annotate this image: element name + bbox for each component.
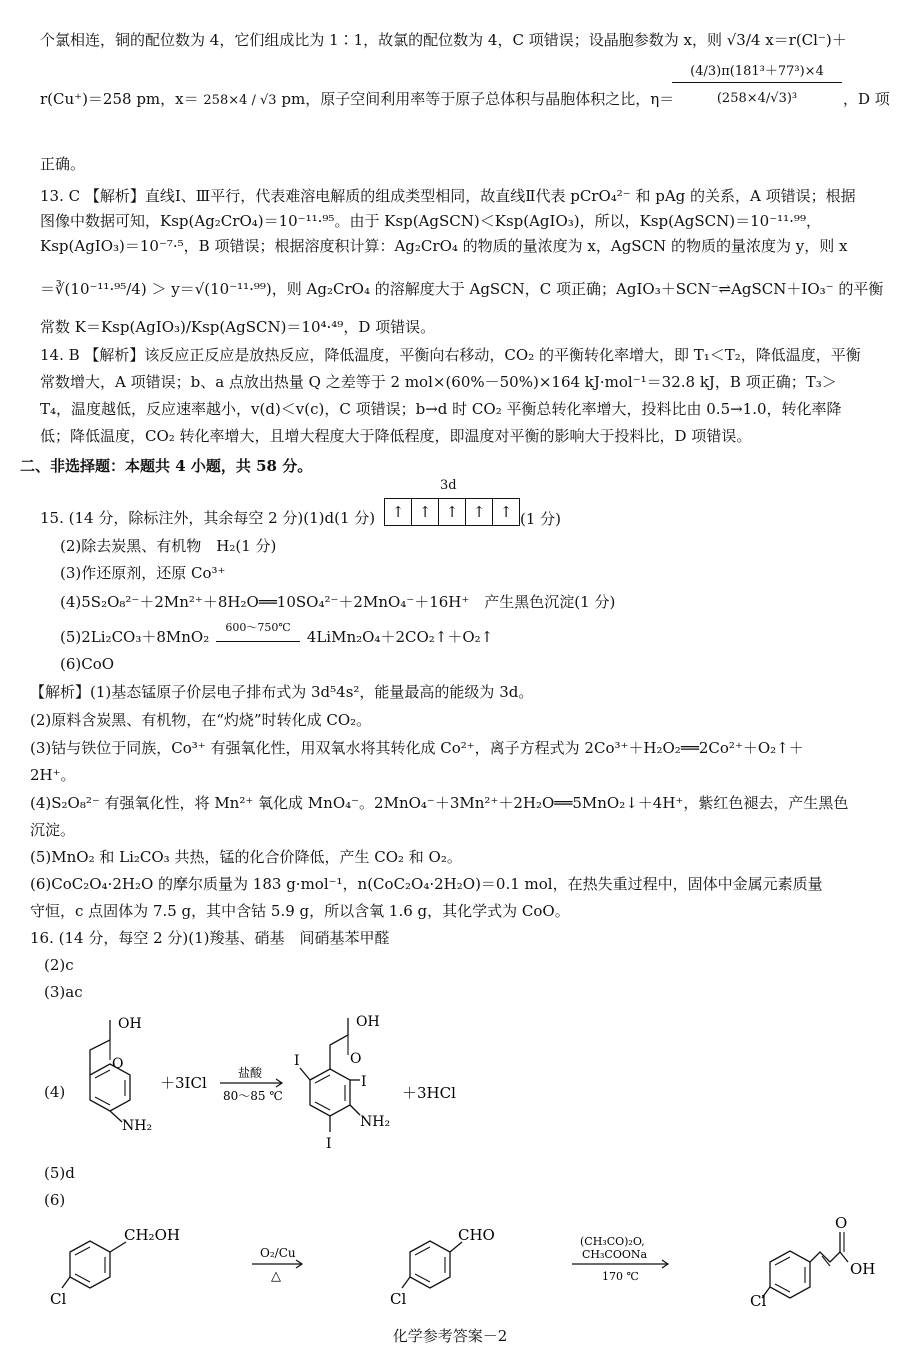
iodine-label: I xyxy=(294,1053,300,1069)
cl-label: Cl xyxy=(750,1292,767,1310)
orbital-box: ↑ xyxy=(499,503,513,521)
bond xyxy=(350,1105,360,1115)
section-heading: 二、非选择题：本题共 4 小题，共 58 分。 xyxy=(20,457,313,475)
condition-bottom: △ xyxy=(271,1269,281,1284)
condition-bottom: 170 ℃ xyxy=(602,1270,639,1283)
orbital-label: 3d xyxy=(440,478,457,493)
reaction-left: (5)2Li₂CO₃＋8MnO₂ xyxy=(60,628,210,646)
bond xyxy=(110,1111,122,1122)
q15-answer xyxy=(60,620,494,647)
q15-line: 15. (14 分，除标注外，其余每空 2 分)(1)d(1 分) xyxy=(40,509,376,527)
arrow-line xyxy=(216,641,300,642)
text-segment: r(Cu⁺)＝258 pm，x＝ xyxy=(40,90,199,108)
oh-label: OH xyxy=(850,1260,876,1278)
q15-explain: 2H⁺。 xyxy=(30,766,76,784)
text-line: 正确。 xyxy=(40,155,86,173)
q15-explain: (5)MnO₂ 和 Li₂CO₃ 共热，锰的化合价降低，产生 CO₂ 和 O₂。 xyxy=(30,848,462,866)
o-label: O xyxy=(350,1051,362,1067)
q15-answer: (2)除去炭黑、有机物 H₂(1 分) xyxy=(60,537,277,555)
q16-line: 16. (14 分，每空 2 分)(1)羧基、硝基 间硝基苯甲醛 xyxy=(30,929,390,947)
benzene-ring xyxy=(90,1064,130,1111)
q15-explain: 【解析】(1)基态锰原子价层电子排布式为 3d⁵4s²，能量最高的能级为 3d。 xyxy=(30,683,534,701)
benzene-ring xyxy=(410,1241,450,1288)
fraction-denominator: (258×4/√3)³ xyxy=(716,91,798,106)
reaction-diagram-6 xyxy=(40,1212,890,1317)
o-label: O xyxy=(112,1056,124,1072)
condition-bottom: 80～85 ℃ xyxy=(223,1089,283,1103)
fraction-eta xyxy=(672,62,842,109)
q13-line: ＝∛(10⁻¹¹·⁹⁵/4) ＞ y＝√(10⁻¹¹·⁹⁹)，则 Ag₂CrO₄ 的溶解度大于 AgSCN，C 项正确；AgIO₃＋SCN⁻⇌AgSCN＋IO₃⁻ 的平衡 xyxy=(40,280,884,298)
bond xyxy=(402,1277,410,1288)
q14-line: 14. B 【解析】该反应正反应是放热反应，降低温度，平衡向右移动，CO₂ 的平衡转化率增大，即 T₁＜T₂，降低温度，平衡 xyxy=(40,346,861,364)
orbital-box: ↑ xyxy=(385,499,412,525)
q14-line: 常数增大，A 项错误；b、a 点放出热量 Q 之差等于 2 mol×(60%－50%)×164 kJ·mol⁻¹＝32.8 kJ，B 项正确；T₃＞ xyxy=(40,373,837,391)
side-chain xyxy=(90,1020,110,1075)
q13-line: 图像中数据可知，Ksp(Ag₂CrO₄)＝10⁻¹¹·⁹⁵。由于 Ksp(AgSCN)＜Ksp(AgIO₃)，所以，Ksp(AgSCN)＝10⁻¹¹·⁹⁹， xyxy=(40,212,821,230)
fraction-numerator: (4/3)π(181³＋77³)×4 xyxy=(672,62,842,83)
orbital-diagram xyxy=(384,498,520,526)
plus-product: ＋3HCl xyxy=(402,1084,456,1102)
reaction-diagram-4 xyxy=(60,1010,500,1160)
group-label: CH₂OH xyxy=(124,1226,180,1244)
q13-line: 常数 K＝Ksp(AgIO₃)/Ksp(AgSCN)＝10⁴·⁴⁹，D 项错误。 xyxy=(40,318,436,336)
q16-answer: (3)ac xyxy=(44,983,83,1001)
reaction-condition: 600～750℃ xyxy=(225,620,291,634)
reaction-right: 4LiMn₂O₄＋2CO₂↑＋O₂↑ xyxy=(306,628,494,646)
q16-answer: (6) xyxy=(44,1191,66,1209)
q15-explain: (6)CoC₂O₄·2H₂O 的摩尔质量为 183 g·mol⁻¹，n(CoC₂O₄·2H₂O)＝0.1 mol，在热失重过程中，固体中金属元素质量 xyxy=(30,875,823,893)
orbital-box: ↑ xyxy=(466,499,493,525)
bond xyxy=(840,1252,848,1262)
q15-answer: (3)作还原剂，还原 Co³⁺ xyxy=(60,564,226,582)
q15-explain: (3)钴与铁位于同族，Co³⁺ 有强氧化性，用双氧水将其转化成 Co²⁺，离子方程式为 2Co³⁺＋H₂O₂══2Co²⁺＋O₂↑＋ xyxy=(30,739,804,757)
iodine-label: I xyxy=(361,1074,367,1090)
q16-answer: (5)d xyxy=(44,1164,75,1182)
iodine-label: I xyxy=(326,1136,332,1152)
benzene-ring xyxy=(310,1069,350,1116)
cl-label: Cl xyxy=(390,1290,407,1308)
condition-top: O₂/Cu xyxy=(260,1246,296,1260)
q14-line: T₄，温度越低，反应速率越小，v(d)＜v(c)，C 项错误；b→d 时 CO₂ 平衡总转化率增大，投料比由 0.5→1.0，转化率降 xyxy=(40,400,842,418)
fraction: 258×4 / √3 xyxy=(203,93,277,108)
q15-explain: 沉淀。 xyxy=(30,821,76,839)
q15-answer: (6)CoO xyxy=(60,655,115,673)
text-segment: (1 分) xyxy=(520,510,562,528)
q14-line: 低；降低温度，CO₂ 转化率增大，且增大程度大于降低程度，即温度对平衡的影响大于投料比，D 项错误。 xyxy=(40,427,752,445)
page-footer: 化学参考答案－2 xyxy=(392,1327,508,1345)
q15-answer: (4)5S₂O₈²⁻＋2Mn²⁺＋8H₂O══10SO₄²⁻＋2MnO₄⁻＋16H⁺ 产生黑色沉淀(1 分) xyxy=(60,593,616,611)
oh-label: OH xyxy=(118,1016,142,1032)
benzene-ring xyxy=(70,1241,110,1288)
q13-line: 13. C 【解析】直线Ⅰ、Ⅲ平行，代表难溶电解质的组成类型相同，故直线Ⅱ代表 pCrO₄²⁻ 和 pAg 的关系，A 项错误；根据 xyxy=(40,187,856,205)
q13-line: Ksp(AgIO₃)＝10⁻⁷·⁵，B 项错误；根据溶度积计算：Ag₂CrO₄ 的物质的量浓度为 x，AgSCN 的物质的量浓度为 y，则 x xyxy=(40,237,848,255)
nh2-label: NH₂ xyxy=(360,1114,391,1130)
q15-explain: (4)S₂O₈²⁻ 有强氧化性，将 Mn²⁺ 氧化成 MnO₄⁻。2MnO₄⁻＋3Mn²⁺＋2H₂O══5MnO₂↓＋4H⁺，紫红色褪去，产生黑色 xyxy=(30,794,849,812)
oh-label: OH xyxy=(356,1014,380,1030)
orbital-box: ↑ xyxy=(439,499,466,525)
bond xyxy=(300,1068,310,1080)
text-segment: pm，原子空间利用率等于原子总体积与晶胞体积之比，η＝ xyxy=(281,90,675,108)
q16-label: (4) xyxy=(44,1083,66,1101)
q16-answer: (2)c xyxy=(44,956,74,974)
cl-label: Cl xyxy=(50,1290,67,1308)
condition-top: 盐酸 xyxy=(238,1066,263,1080)
benzene-ring xyxy=(770,1251,810,1298)
side-chain xyxy=(330,1018,348,1069)
o-label: O xyxy=(835,1214,848,1232)
group-label: CHO xyxy=(458,1226,495,1244)
q15-explain: 守恒，c 点固体为 7.5 g，其中含钴 5.9 g，所以含氧 1.6 g，其化学式为 CoO。 xyxy=(30,902,570,920)
condition-top: CH₃COONa xyxy=(582,1248,648,1261)
reaction-arrow xyxy=(216,620,300,642)
plus-reagent: ＋3ICl xyxy=(160,1074,207,1092)
nh2-label: NH₂ xyxy=(122,1118,153,1134)
q15-explain: (2)原料含炭黑、有机物，在“灼烧”时转化成 CO₂。 xyxy=(30,711,372,729)
bond xyxy=(62,1277,70,1288)
orbital-box: ↑ xyxy=(412,499,439,525)
text-segment: ，D 项 xyxy=(843,90,890,108)
text-line: 个氯相连，铜的配位数为 4，它们组成比为 1∶1，故氯的配位数为 4，C 项错误；设晶胞参数为 x，则 √3/4 x＝r(Cl⁻)＋ xyxy=(40,31,847,49)
text-line xyxy=(40,88,674,109)
condition-top: (CH₃CO)₂O, xyxy=(580,1235,645,1248)
